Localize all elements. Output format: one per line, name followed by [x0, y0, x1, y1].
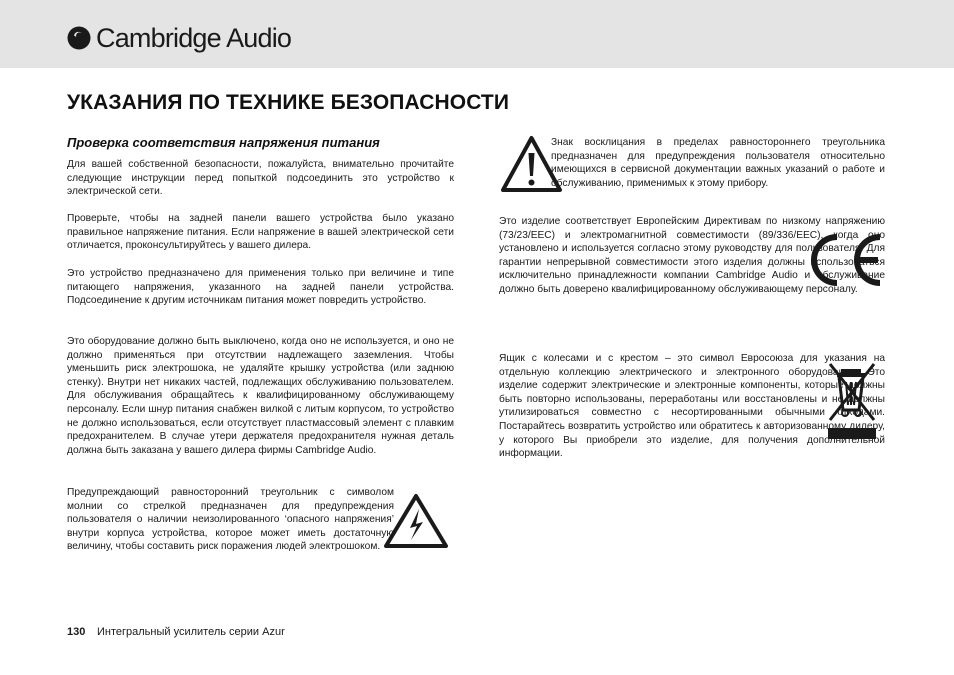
section-subheading: Проверка соответствия напряжения питания: [67, 135, 380, 150]
left-paragraph-lightning: Предупреждающий равносторонний треугольник с символом молнии со стрелкой предназначен для предупреждения пользователя о наличии неизолированного ‘опасного напряжения’ внутри корпуса устройства, которое может иметь достаточную величину, чтобы составить риск поражения людей электрошоком.: [67, 487, 394, 553]
right-paragraph-exclamation: Знак восклицания в пределах равностороннего треугольника предназначен для предупреждения пользователя относительно имеющихся в сервисной документации важных указаний о работе и обслуживанию, применимых к этому прибору.: [551, 137, 885, 189]
right-paragraph-weee: Ящик с колесами и с крестом – это символ Евросоюза для указания на отдельную коллекцию электрического и электронного оборудования. Это изделие содержит электрические и электронные компоненты, которые должны быть повторно использованы, переработаны или восстановлены и не должны утилизироваться совместно с несортированными обычными отходами. Постарайтесь возвратить устройство или обратитесь к авторизованному дилеру, у которого Вы приобрели это изделие, для получения дополнительной информации.: [499, 353, 885, 460]
right-paragraph-ce: Это изделие соответствует Европейским Директивам по низкому напряжению (73/23/EEC) и электромагнитной совместимости (89/336/EEC), когда оно установлено и используется согласно этому руководству для пользователя. Для гарантии непрерывной совместимости этого изделия должны использоваться исключительно принадлежности компании Cambridge Audio и обслуживание должно быть доверено квалифицированному обслуживающему персоналу.: [499, 216, 885, 295]
left-paragraph-4: Это оборудование должно быть выключено, когда оно не используется, и оно не должно применяться при отсутствии надлежащего заземления. Чтобы уменьшить риск электрошока, не удаляйте крышку устройства (или заднюю стенку). Внутри нет никаких частей, подлежащих обслуживанию пользователем. Для обслуживания обращайтесь к квалифицированному обслуживающему персоналу. Если шнур питания снабжен вилкой с литым корпусом, то устройство не должно использоваться, если отсутствует пластмассовый элемент с плавким предохранителем. В случае утери держателя предохранителя нужная деталь должна быть заказана у вашего дилера фирмы Cambridge Audio.: [67, 336, 454, 456]
left-paragraph-2: Проверьте, чтобы на задней панели вашего устройства было указано правильное напряжение питания. Если напряжение в вашей электрической сети отличается, проконсультируйтесь у вашего дилера.: [67, 213, 454, 252]
footer-text: Интегральный усилитель серии Azur: [97, 626, 285, 638]
left-paragraph-1: Для вашей собственной безопасности, пожалуйста, внимательно прочитайте следующие инструкции перед попыткой подсоединить это устройство к электрической сети.: [67, 159, 454, 198]
left-paragraph-3: Это устройство предназначено для применения только при величине и типе питающего напряжения, указанного на задней панели устройства. Подсоединение к другим источникам питания может повредить устройство.: [67, 268, 454, 307]
brand-logo: [67, 22, 291, 54]
page-title: УКАЗАНИЯ ПО ТЕХНИКЕ БЕЗОПАСНОСТИ: [67, 91, 510, 114]
lightning-warning-icon: [383, 493, 449, 549]
brand-name: Cambridge Audio: [96, 23, 292, 53]
brand-logo-icon: [67, 26, 91, 50]
page-number: 130: [67, 626, 86, 638]
